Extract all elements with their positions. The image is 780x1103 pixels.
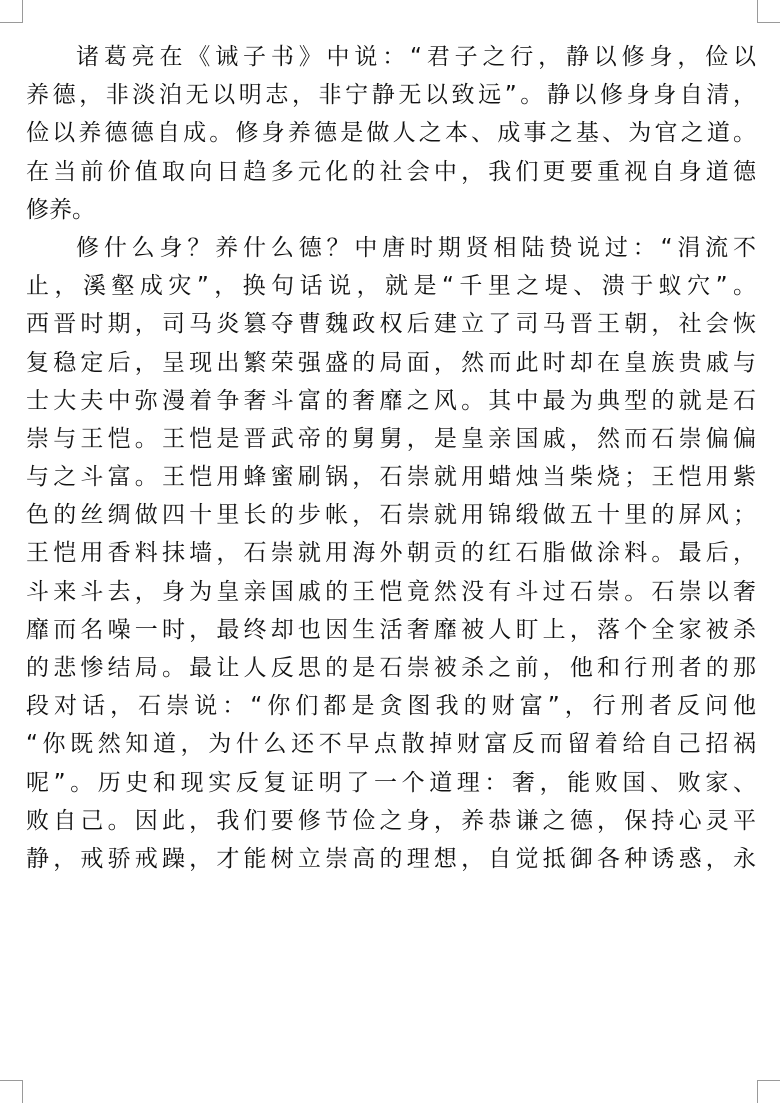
text-line: 败自己。因此，我们要修节俭之身，养恭谦之德，保持心灵平 bbox=[26, 807, 756, 834]
text-line: 士大夫中弥漫着争奢斗富的奢靡之风。其中最为典型的就是石 bbox=[26, 387, 756, 414]
text-line: 王恺用香料抹墙，石崇就用海外朝贡的红石脂做涂料。最后， bbox=[26, 540, 756, 567]
crop-mark-top-right bbox=[757, 0, 780, 23]
text-line: 修什么身？养什么德？中唐时期贤相陆贽说过：“涓流不 bbox=[76, 234, 756, 261]
document-body bbox=[26, 38, 756, 878]
crop-mark-bottom-right bbox=[757, 1080, 780, 1103]
text-line: 的悲惨结局。最让人反思的是石崇被杀之前，他和行刑者的那 bbox=[26, 655, 756, 681]
crop-mark-top-left bbox=[0, 0, 23, 23]
text-line: “你既然知道，为什么还不早点散掉财富反而留着给自己招祸 bbox=[26, 731, 756, 758]
crop-mark-bottom-left bbox=[0, 1080, 23, 1103]
text-line: 与之斗富。王恺用蜂蜜刷锅，石崇就用蜡烛当柴烧；王恺用紫 bbox=[26, 464, 756, 491]
paragraph-1 bbox=[26, 38, 756, 229]
text-line: 在当前价值取向日趋多元化的社会中，我们更要重视自身道德 bbox=[26, 158, 756, 185]
text-line: 俭以养德德自成。修身养德是做人之本、成事之基、为官之道。 bbox=[26, 120, 756, 147]
text-line: 呢”。历史和现实反复证明了一个道理：奢，能败国、败家、 bbox=[26, 769, 756, 796]
text-line: 止，溪壑成灾”，换句话说，就是“千里之堤、溃于蚁穴”。 bbox=[26, 273, 756, 300]
text-line: 诸葛亮在《诫子书》中说：“君子之行，静以修身，俭以 bbox=[76, 44, 756, 70]
text-line: 修养。 bbox=[26, 196, 95, 223]
text-line: 段对话，石崇说：“你们都是贪图我的财富”，行刑者反问他 bbox=[26, 693, 756, 720]
text-line: 崇与王恺。王恺是晋武帝的舅舅，是皇亲国戚，然而石崇偏偏 bbox=[26, 425, 756, 452]
text-line: 静，戒骄戒躁，才能树立崇高的理想，自觉抵御各种诱惑，永 bbox=[26, 845, 756, 872]
text-line: 色的丝绸做四十里长的步帐，石崇就用锦缎做五十里的屏风； bbox=[26, 502, 756, 529]
text-line: 西晋时期，司马炎篡夺曹魏政权后建立了司马晋王朝，社会恢 bbox=[26, 311, 756, 338]
paragraph-2 bbox=[26, 229, 756, 878]
text-line: 复稳定后，呈现出繁荣强盛的局面，然而此时却在皇族贵戚与 bbox=[26, 349, 756, 376]
text-line: 斗来斗去，身为皇亲国戚的王恺竟然没有斗过石崇。石崇以奢 bbox=[26, 578, 756, 605]
text-line: 养德，非淡泊无以明志，非宁静无以致远”。静以修身身自清， bbox=[26, 82, 756, 109]
text-line: 靡而名噪一时，最终却也因生活奢靡被人盯上，落个全家被杀 bbox=[26, 616, 756, 643]
